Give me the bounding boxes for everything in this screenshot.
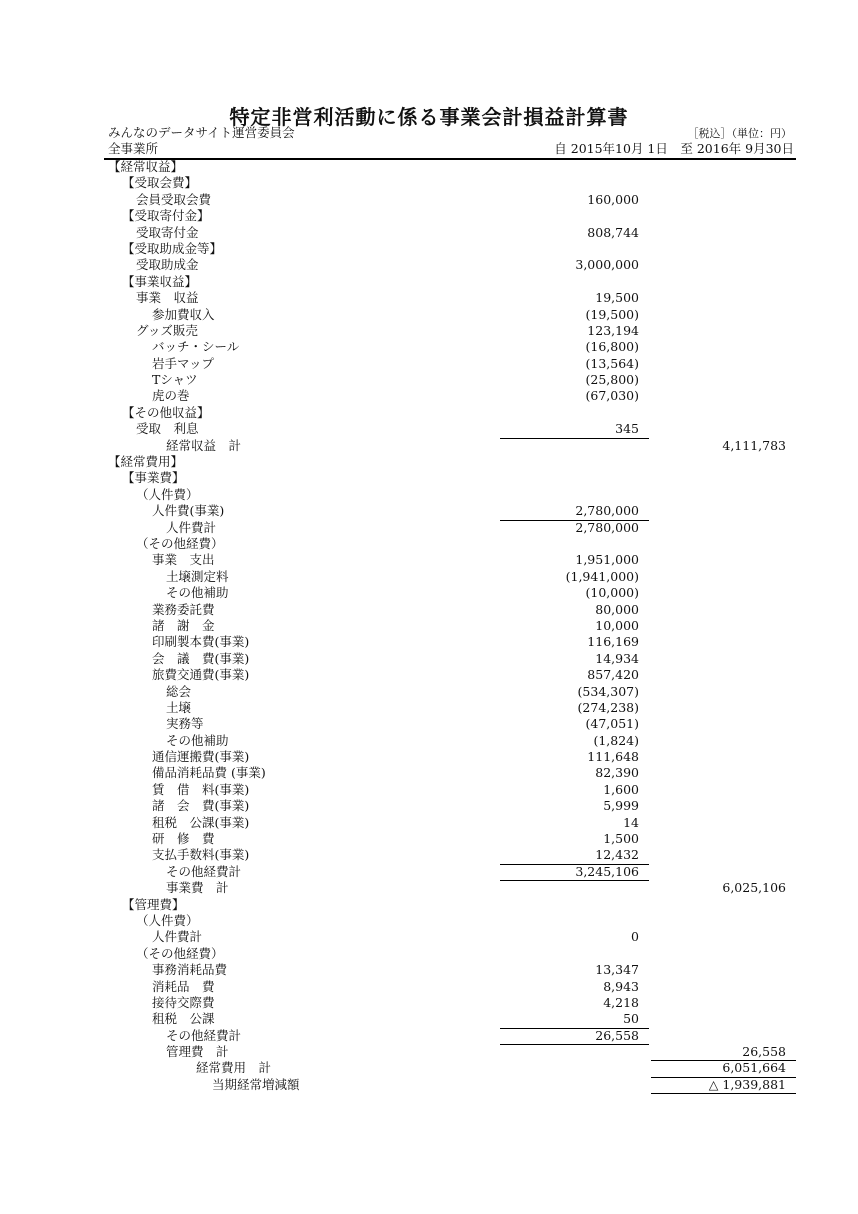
row-label: 受取 利息: [136, 421, 199, 437]
row-label: 実務等: [166, 716, 204, 732]
row-amount: 5,999: [603, 798, 639, 814]
row-label: 【受取会費】: [122, 175, 198, 191]
row-label: 旅費交通費(事業): [152, 667, 250, 683]
row-amount: 345: [615, 421, 639, 437]
row-amount: 123,194: [587, 322, 639, 338]
row-amount: 80,000: [595, 601, 639, 617]
statement-row: [0, 307, 858, 323]
statement-row: [0, 979, 858, 995]
row-amount: (47,051): [585, 716, 639, 732]
row-label: 【受取寄付金】: [122, 208, 210, 224]
statement-row: [0, 454, 858, 470]
statement-row: [0, 946, 858, 962]
row-amount: 14: [623, 814, 639, 830]
statement-row: [0, 962, 858, 978]
row-label: 参加費収入: [152, 306, 215, 322]
row-total: 26,558: [742, 1044, 786, 1060]
statement-row: [0, 716, 858, 732]
statement-row: [0, 864, 858, 880]
row-label: （人件費）: [136, 486, 199, 502]
statement-row: [0, 257, 858, 273]
statement-row: [0, 913, 858, 929]
row-amount: (1,941,000): [565, 568, 639, 584]
row-amount: 19,500: [595, 290, 639, 306]
row-label: 消耗品 費: [152, 978, 215, 994]
row-label: 【事業費】: [122, 470, 185, 486]
row-label: その他経費計: [166, 863, 242, 879]
row-label: Tシャツ: [152, 372, 198, 388]
statement-table: [0, 159, 858, 1093]
statement-row: [0, 536, 858, 552]
row-label: 虎の巻: [152, 388, 190, 404]
statement-row: [0, 733, 858, 749]
statement-row: [0, 487, 858, 503]
statement-row: [0, 1077, 858, 1093]
scope-label: 全事業所: [108, 141, 159, 156]
row-total: 4,111,783: [722, 437, 786, 453]
statement-row: [0, 520, 858, 536]
statement-row: [0, 929, 858, 945]
row-label: 支払手数料(事業): [152, 847, 250, 863]
statement-row: [0, 1044, 858, 1060]
row-amount: (13,564): [585, 355, 639, 371]
fiscal-period: 自 2015年10月 1日 至 2016年 9月30日: [554, 141, 794, 156]
statement-row: [0, 667, 858, 683]
row-label: （その他経費）: [136, 945, 224, 961]
statement-row: [0, 815, 858, 831]
statement-row: [0, 749, 858, 765]
row-amount: (274,238): [577, 699, 639, 715]
row-amount: 26,558: [595, 1027, 639, 1043]
row-label: 経常費用 計: [196, 1060, 272, 1076]
row-amount: 1,600: [603, 781, 639, 797]
row-label: 人件費計: [152, 929, 203, 945]
row-label: 賃 借 料(事業): [152, 781, 250, 797]
row-amount: 13,347: [595, 962, 639, 978]
statement-row: [0, 192, 858, 208]
row-label: 【経常費用】: [108, 454, 184, 470]
statement-row: [0, 831, 858, 847]
row-amount: (67,030): [585, 388, 639, 404]
row-label: 人件費計: [166, 519, 217, 535]
row-amount: (16,800): [585, 339, 639, 355]
statement-row: [0, 208, 858, 224]
sum-rule: [651, 1060, 796, 1061]
row-label: 土壌: [166, 699, 192, 715]
sum-rule: [500, 864, 649, 865]
row-amount: 857,420: [587, 667, 639, 683]
row-label: （その他経費）: [136, 535, 224, 551]
statement-row: [0, 438, 858, 454]
statement-row: [0, 585, 858, 601]
sum-rule: [500, 1028, 649, 1029]
row-label: 事業費 計: [166, 880, 229, 896]
row-amount: 50: [623, 1011, 639, 1027]
statement-row: [0, 847, 858, 863]
statement-row: [0, 569, 858, 585]
statement-row: [0, 274, 858, 290]
row-label: 【管理費】: [122, 896, 185, 912]
statement-row: [0, 602, 858, 618]
row-total: △ 1,939,881: [708, 1076, 786, 1092]
row-amount: 808,744: [587, 224, 639, 240]
row-amount: (19,500): [585, 306, 639, 322]
row-label: （人件費）: [136, 912, 199, 928]
row-amount: 82,390: [595, 765, 639, 781]
row-label: その他経費計: [166, 1027, 242, 1043]
row-label: 会員受取会費: [136, 191, 212, 207]
row-label: 経常収益 計: [166, 437, 242, 453]
row-label: 通信運搬費(事業): [152, 749, 250, 765]
row-label: 事務消耗品費: [152, 962, 228, 978]
row-amount: 14,934: [595, 650, 639, 666]
statement-row: [0, 684, 858, 700]
row-label: グッズ販売: [136, 322, 198, 338]
row-label: 印刷製本費(事業): [152, 634, 250, 650]
row-label: 事業 支出: [152, 552, 215, 568]
row-label: 岩手マップ: [152, 355, 215, 371]
row-amount: 0: [631, 929, 639, 945]
report-title: 特定非営利活動に係る事業会計損益計算書: [229, 105, 629, 129]
row-amount: 2,780,000: [575, 503, 639, 519]
row-amount: 2,780,000: [575, 519, 639, 535]
row-label: 会 議 費(事業): [152, 650, 250, 666]
row-amount: 10,000: [595, 617, 639, 633]
row-label: 事業 収益: [136, 290, 199, 306]
row-label: バッチ・シール: [152, 339, 240, 355]
row-label: 受取寄付金: [136, 224, 199, 240]
statement-row: [0, 782, 858, 798]
row-label: 当期経常増減額: [212, 1076, 300, 1092]
statement-row: [0, 618, 858, 634]
statement-row: [0, 421, 858, 437]
statement-row: [0, 880, 858, 896]
statement-row: [0, 1060, 858, 1076]
statement-row: [0, 175, 858, 191]
statement-row: [0, 339, 858, 355]
unit-note: ［税込］（単位：円）: [687, 127, 792, 140]
statement-row: [0, 503, 858, 519]
row-amount: 111,648: [587, 749, 639, 765]
row-amount: 4,218: [603, 994, 639, 1010]
row-label: 諸 謝 金: [152, 617, 215, 633]
statement-row: [0, 470, 858, 486]
statement-row: [0, 552, 858, 568]
statement-row: [0, 388, 858, 404]
statement-row: [0, 225, 858, 241]
statement-row: [0, 995, 858, 1011]
row-amount: 8,943: [603, 978, 639, 994]
statement-row: [0, 634, 858, 650]
statement-row: [0, 897, 858, 913]
row-label: 備品消耗品費 (事業): [152, 765, 266, 781]
row-label: 管理費 計: [166, 1044, 229, 1060]
statement-row: [0, 323, 858, 339]
statement-row: [0, 798, 858, 814]
row-label: 接待交際費: [152, 994, 215, 1010]
row-amount: 3,000,000: [575, 257, 639, 273]
row-label: 人件費(事業): [152, 503, 225, 519]
row-amount: (1,824): [593, 732, 639, 748]
row-total: 6,025,106: [722, 880, 786, 896]
statement-row: [0, 241, 858, 257]
statement-row: [0, 372, 858, 388]
row-label: 総会: [166, 683, 192, 699]
row-amount: 1,951,000: [575, 552, 639, 568]
row-label: 業務委託費: [152, 601, 215, 617]
row-amount: 12,432: [595, 847, 639, 863]
row-label: その他補助: [166, 732, 229, 748]
row-amount: 116,169: [587, 634, 639, 650]
sum-rule: [500, 520, 649, 521]
row-amount: (534,307): [577, 683, 639, 699]
statement-row: [0, 159, 858, 175]
statement-row: [0, 1011, 858, 1027]
sum-rule: [500, 438, 649, 439]
row-label: 租税 公課(事業): [152, 814, 250, 830]
row-amount: 1,500: [603, 831, 639, 847]
statement-row: [0, 405, 858, 421]
row-label: 【事業収益】: [122, 273, 198, 289]
row-label: 【その他収益】: [122, 404, 210, 420]
row-label: 租税 公課: [152, 1011, 215, 1027]
row-label: 受取助成金: [136, 257, 199, 273]
row-label: 【経常収益】: [108, 159, 184, 174]
sum-rule: [651, 1093, 796, 1094]
row-label: その他補助: [166, 585, 229, 601]
row-amount: (10,000): [585, 585, 639, 601]
statement-row: [0, 651, 858, 667]
statement-row: [0, 700, 858, 716]
row-amount: (25,800): [585, 372, 639, 388]
row-label: 研 修 費: [152, 831, 215, 847]
row-total: 6,051,664: [722, 1060, 786, 1076]
row-amount: 3,245,106: [575, 863, 639, 879]
statement-row: [0, 290, 858, 306]
row-label: 【受取助成金等】: [122, 240, 223, 256]
row-amount: 160,000: [587, 191, 639, 207]
sum-rule: [651, 1077, 796, 1078]
row-label: 土壌測定料: [166, 568, 229, 584]
statement-row: [0, 1028, 858, 1044]
statement-row: [0, 356, 858, 372]
row-label: 諸 会 費(事業): [152, 798, 250, 814]
organization-name: みんなのデータサイト運営委員会: [108, 125, 295, 140]
statement-row: [0, 765, 858, 781]
